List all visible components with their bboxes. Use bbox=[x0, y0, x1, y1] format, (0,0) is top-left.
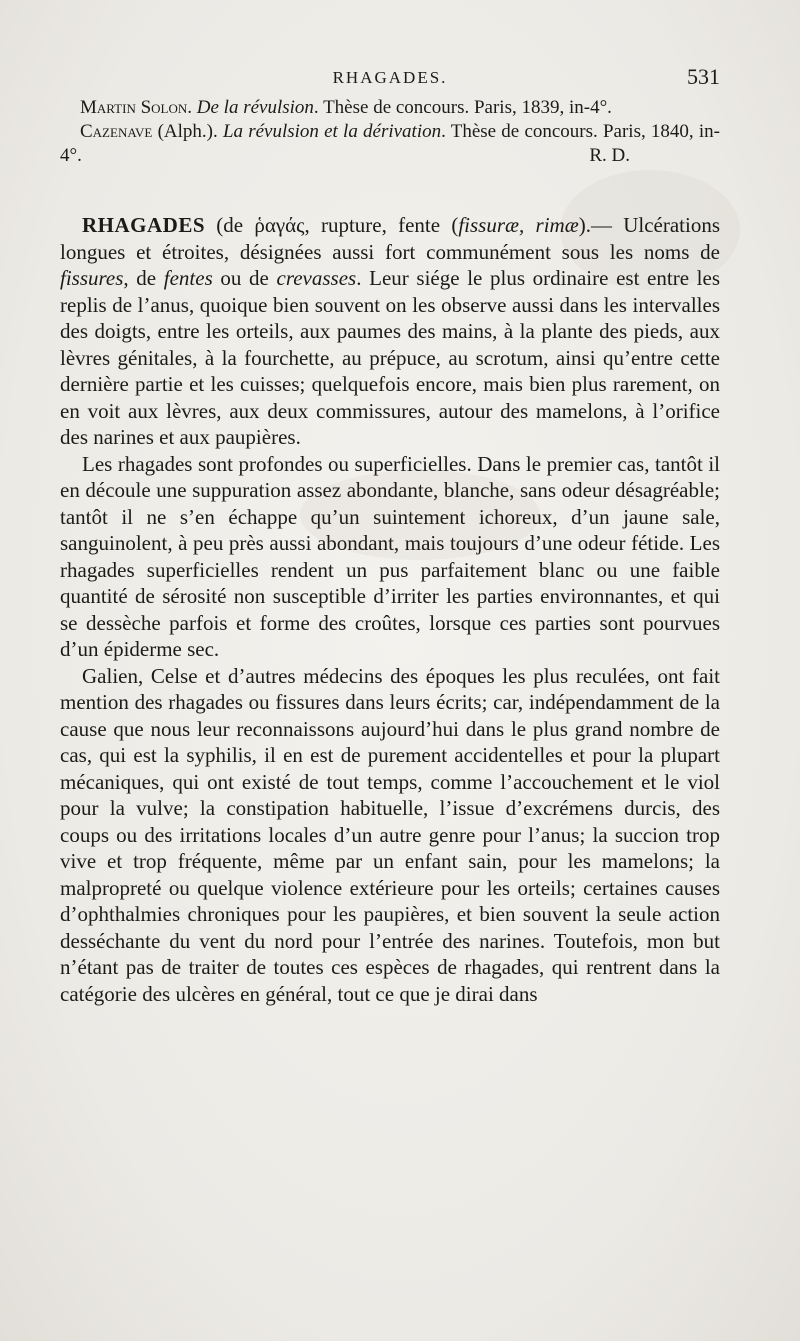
italic-run: fentes bbox=[163, 266, 213, 290]
running-title: RHAGADES. bbox=[332, 68, 448, 87]
text-run: . Leur siége le plus ordinaire est entre les replis de l’anus, quoique bien souvent on les observe aussi dans les intervalles des doigts, entre les orteils, aux paumes des mains, à la plante des pieds, aux lèvres génitales, à la fourchette, au prépuce, au scrotum, ainsi qu’entre cette dernière partie et les cuisses; quelquefois encore, mais bien plus rarement, on en voit aux lèvres, aux deux commissures, autour des mamelons, à l’orifice des narines et aux paupières. bbox=[60, 266, 720, 449]
paragraph: Les rhagades sont profondes ou superficielles. Dans le premier cas, tantôt il en découle une suppuration assez abondante, blanche, sans odeur désagréable; tantôt il ne s’en échappe qu’un suintement ichoreux, d’un jaune sale, sanguinolent, à peu près aussi abondant, mais toujours d’une odeur fétide. Les rhagades superficielles rendent un pus parfaitement blanc ou une faible quantité de sérosité non susceptible d’irriter les parties environnantes, et qui se dessèche parfois et forme des croûtes, lorsque ces parties sont pourvues d’un épiderme sec. bbox=[60, 451, 720, 661]
article-body bbox=[60, 212, 720, 1007]
text-run: ou de bbox=[212, 266, 277, 290]
bibliography-details: . Thèse de concours. Paris, 1839, in-4°. bbox=[313, 97, 612, 118]
bibliography-author-suffix: (Alph.). bbox=[152, 121, 223, 142]
bibliography-entry bbox=[60, 96, 720, 120]
paragraph: Galien, Celse et d’autres médecins des époques les plus reculées, ont fait mention des rhagades ou fissures dans leurs écrits; car, indépendamment de la cause que nous leur reconnaissons aujourd’hui dans le plus grand nombre de cas, qui est la syphilis, il en est de purement accidentelles et pour la plupart mécaniques, qui ont existé de tout temps, comme l’accouchement et le viol pour la vulve; la constipation habituelle, l’issue d’excrémens durcis, des coups ou des irritations locales d’un autre genre pour l’anus; la succion trop vive et trop fréquente, même par un enfant sain, pour les mamelons; la malpropreté ou quelque violence extérieure pour les orteils; certaines causes d’ophthalmies chroniques pour les paupières, et bien souvent la seule action desséchante du vent du nord pour l’entrée des narines. Toutefois, mon but n’étant pas de traiter de toutes ces espèces de rhagades, qui rentrent dans la catégorie des ulcères en général, tout ce que je dirai dans bbox=[60, 663, 720, 1006]
separator: . bbox=[187, 97, 197, 118]
text-run: ).— Ulcérations longues et étroites, désignées aussi fort communément sous les noms de bbox=[60, 213, 721, 264]
bibliography-title: De la révulsion bbox=[196, 97, 314, 118]
page-header bbox=[60, 62, 720, 92]
text-run: , de bbox=[123, 266, 164, 290]
italic-run: fissuræ, rimæ bbox=[458, 213, 579, 237]
italic-run: fissures bbox=[60, 266, 124, 290]
bibliography-title: La révulsion et la dérivation bbox=[222, 121, 442, 142]
bibliography-author: Martin Solon bbox=[80, 97, 188, 118]
bibliography-details: . Thèse de concours. Paris, 1840, in-4°. bbox=[60, 121, 720, 166]
headword: RHAGADES bbox=[82, 213, 206, 237]
bibliography-author: Cazenave bbox=[80, 121, 153, 142]
italic-run: crevasses bbox=[276, 266, 357, 290]
paragraph bbox=[60, 212, 720, 451]
bibliography bbox=[60, 96, 720, 168]
page-number: 531 bbox=[687, 64, 720, 89]
text-run: (de ῥαγάς, rupture, fente ( bbox=[205, 213, 459, 237]
author-signature: R. D. bbox=[589, 145, 630, 166]
bibliography-entry bbox=[60, 120, 720, 168]
